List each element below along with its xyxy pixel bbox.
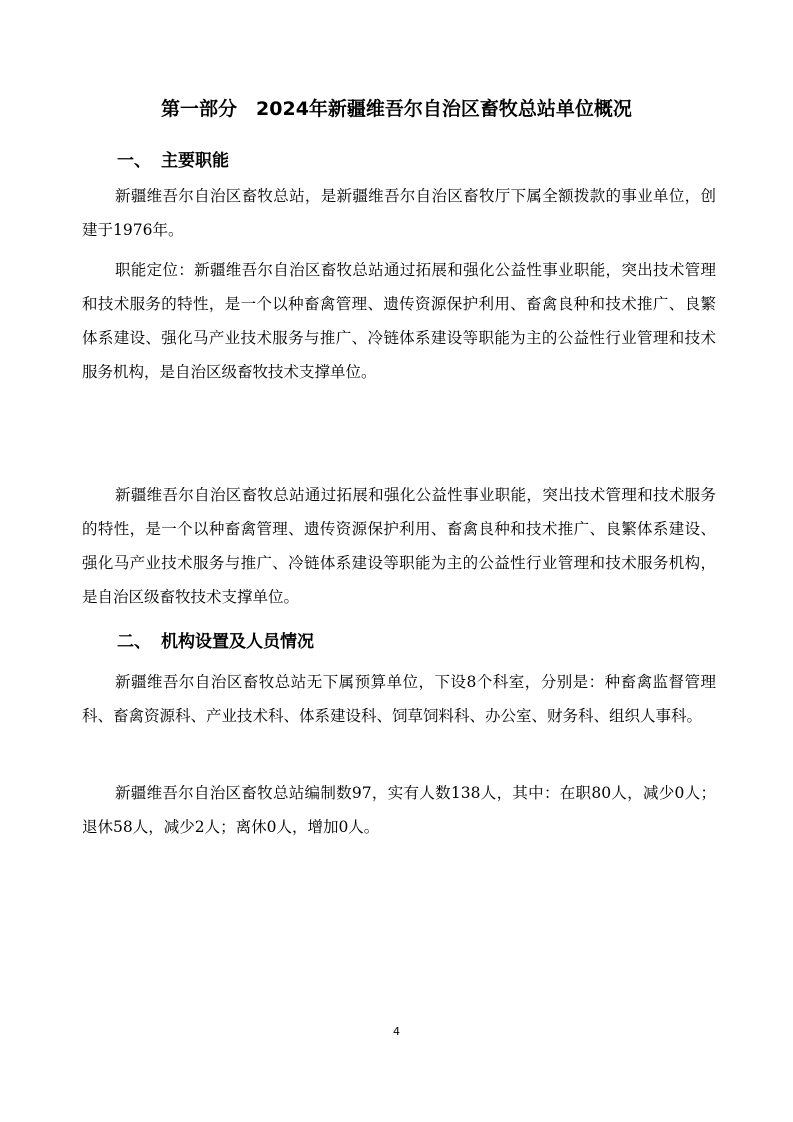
page-number: 4 <box>393 1025 400 1038</box>
section-title: 机构设置及人员情况 <box>161 632 314 652</box>
paragraph-staffing: 新疆维吾尔自治区畜牧总站编制数97，实有人数138人，其中：在职80人，减少0人；退休58人，减少2人；离休0人，增加0人。 <box>82 784 716 836</box>
paragraph-departments: 新疆维吾尔自治区畜牧总站无下属预算单位，下设8个科室，分别是：种畜禽监督管理科、畜禽资源科、产业技术科、体系建设科、饲草饲料科、办公室、财务科、组织人事科。 <box>82 673 716 725</box>
section-number: 一、 <box>117 151 151 171</box>
section-heading-organization <box>117 629 314 655</box>
paragraph-functional-positioning: 职能定位：新疆维吾尔自治区畜牧总站通过拓展和强化公益性事业职能，突出技术管理和技术服务的特性，是一个以种畜禽管理、遗传资源保护利用、畜禽良种和技术推广、良繁体系建设、强化马产业技术服务与推广、冷链体系建设等职能为主的公益性行业管理和技术服务机构，是自治区级畜牧技术支撑单位。 <box>82 261 716 381</box>
page-title: 第一部分 2024年新疆维吾尔自治区畜牧总站单位概况 <box>161 98 632 120</box>
section-title: 主要职能 <box>161 151 229 171</box>
paragraph-functions-repeat: 新疆维吾尔自治区畜牧总站通过拓展和强化公益性事业职能，突出技术管理和技术服务的特性，是一个以种畜禽管理、遗传资源保护利用、畜禽良种和技术推广、良繁体系建设、强化马产业技术服务与推广、冷链体系建设等职能为主的公益性行业管理和技术服务机构，是自治区级畜牧技术支撑单位。 <box>82 486 716 606</box>
section-heading-functions <box>117 148 229 174</box>
paragraph-unit-intro: 新疆维吾尔自治区畜牧总站，是新疆维吾尔自治区畜牧厅下属全额拨款的事业单位，创建于1976年。 <box>82 187 716 239</box>
section-number: 二、 <box>117 632 151 652</box>
